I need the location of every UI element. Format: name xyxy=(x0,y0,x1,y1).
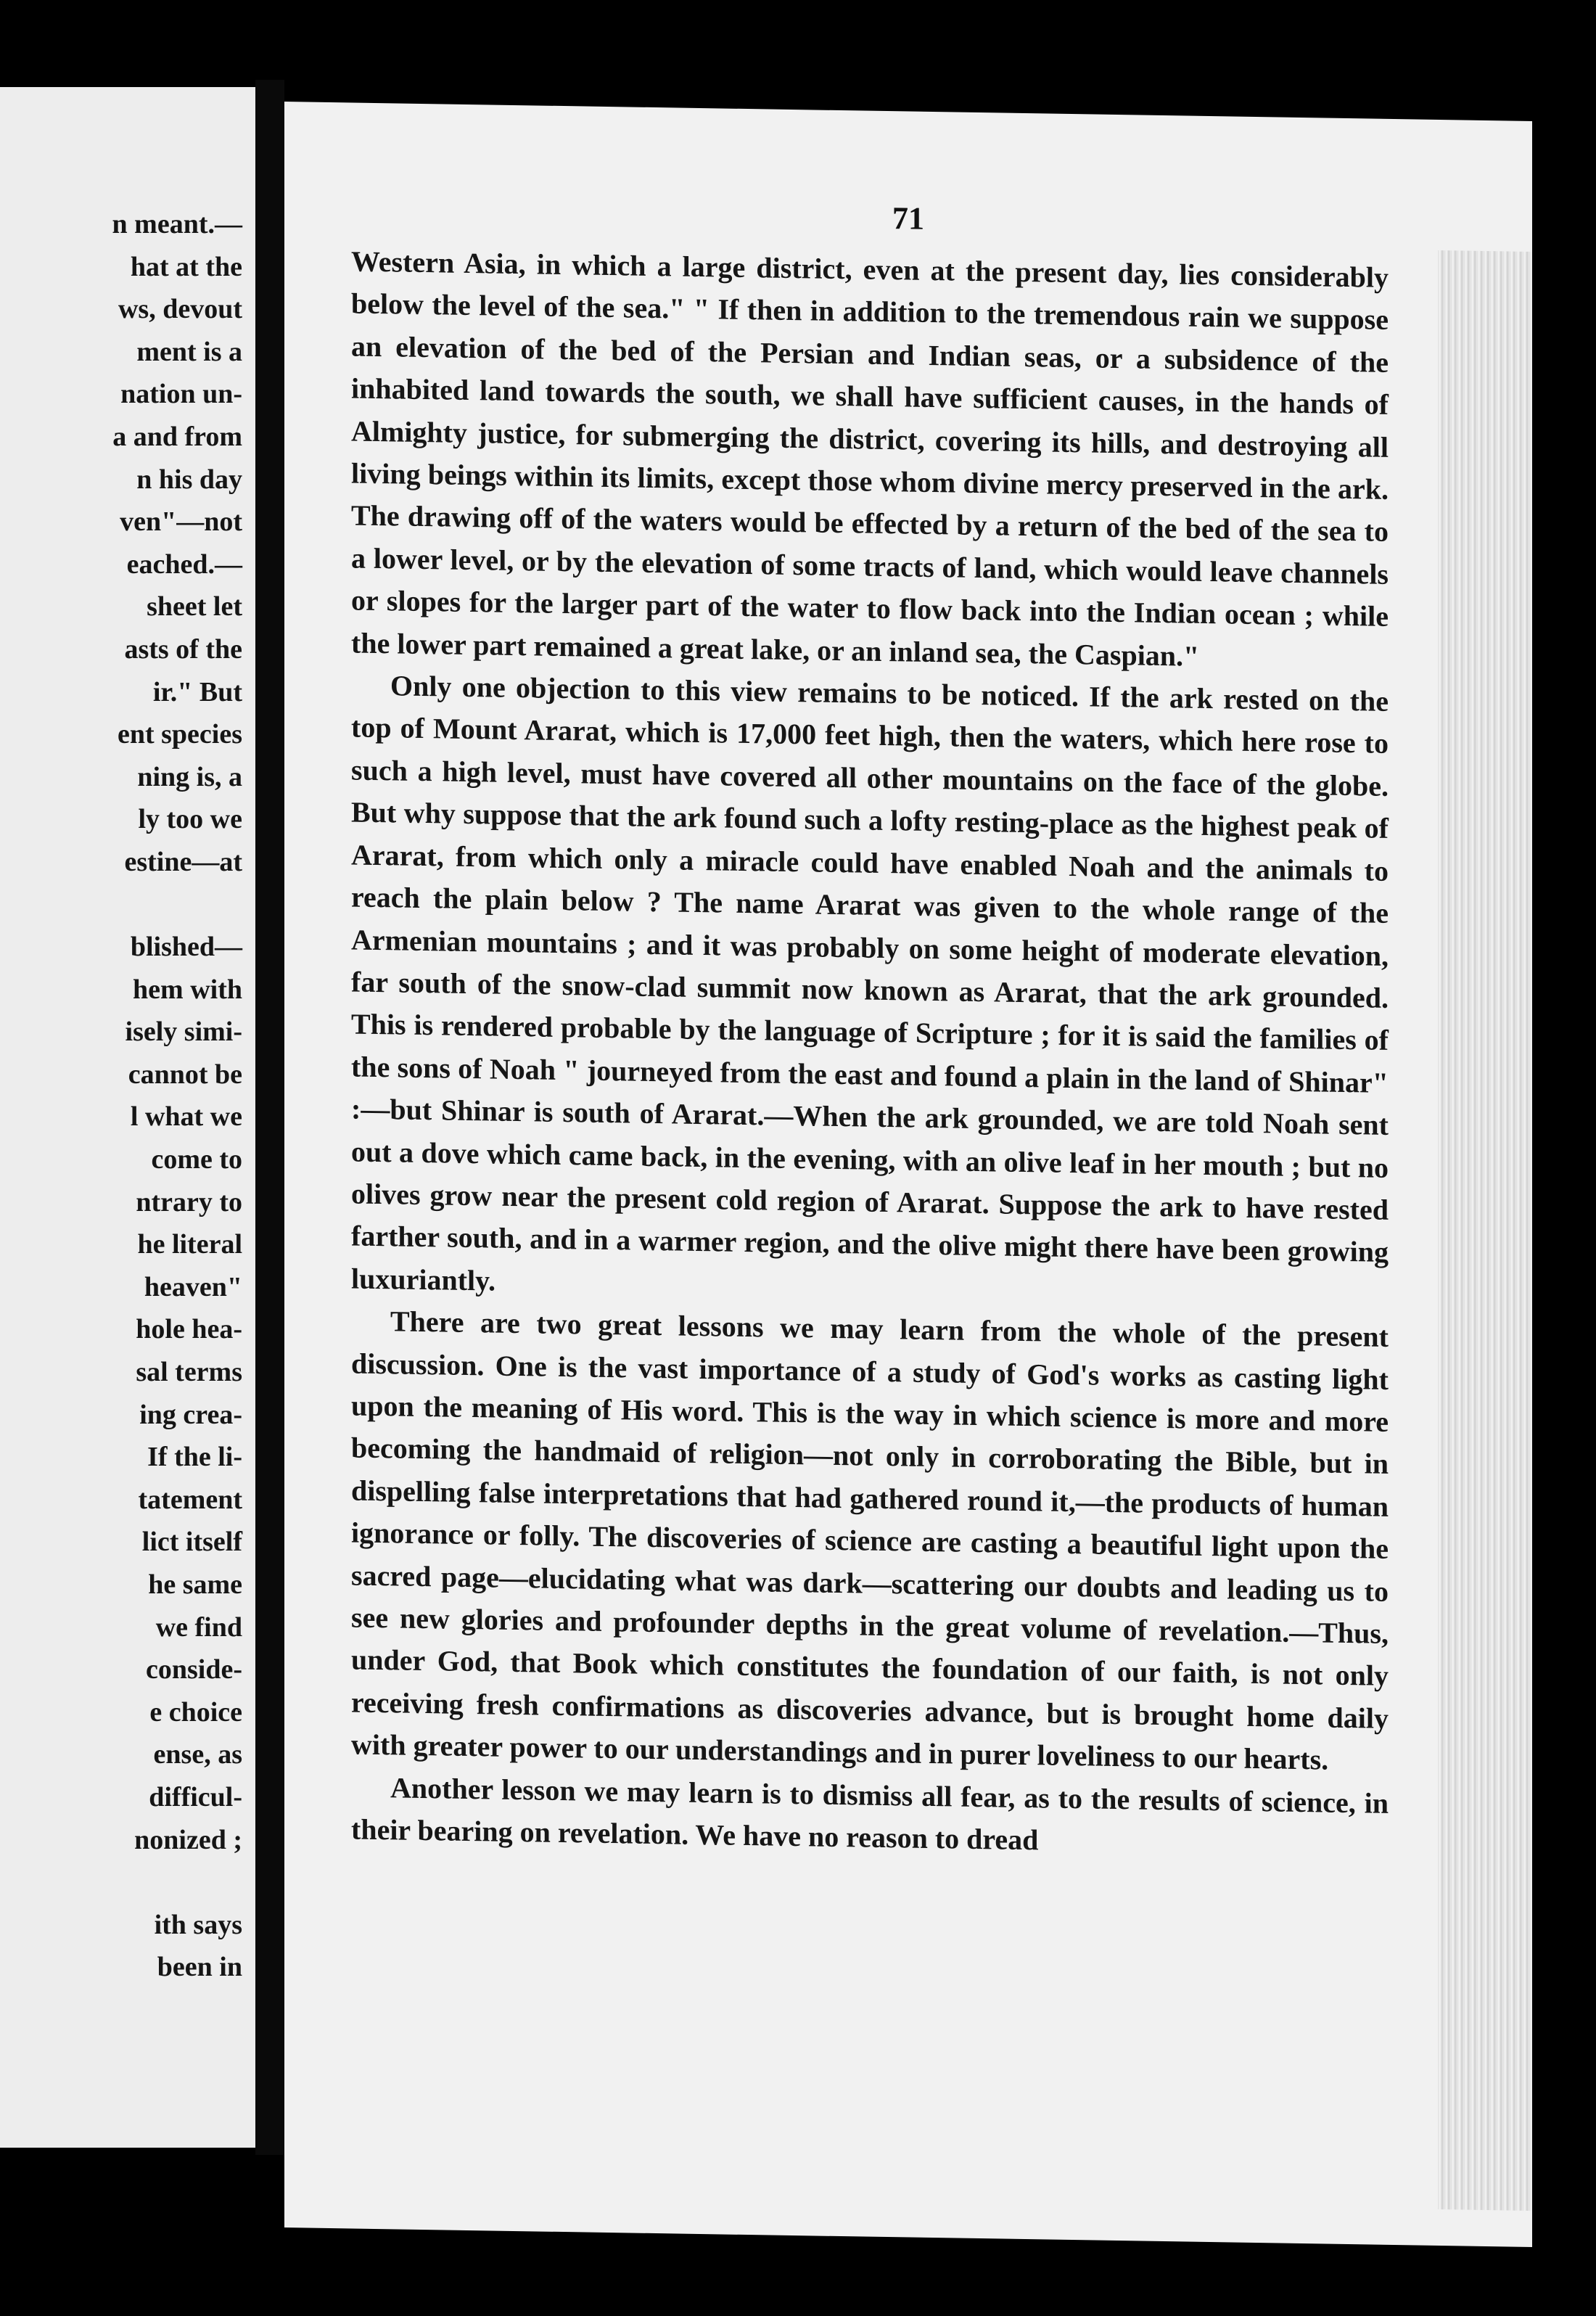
left-page-line: heaven" xyxy=(144,1271,242,1302)
left-page-line: he same xyxy=(148,1569,242,1600)
left-page-line: n his day xyxy=(136,464,242,495)
left-page-line: ense, as xyxy=(153,1739,242,1770)
left-page-line: hem with xyxy=(133,974,242,1005)
left-page-line: ntrary to xyxy=(136,1186,242,1217)
left-page-line: hole hea- xyxy=(136,1314,242,1345)
left-page-line: cannot be xyxy=(128,1059,242,1090)
left-page-line: come to xyxy=(151,1144,242,1175)
left-page-line: ning is, a xyxy=(137,761,242,792)
left-page-line: ly too we xyxy=(138,804,242,835)
left-page-line: been in xyxy=(157,1952,242,1983)
left-page-line: e choice xyxy=(149,1696,242,1728)
left-page-line: tatement xyxy=(138,1484,242,1515)
left-page-line: ent species xyxy=(117,719,242,750)
left-page-line: ing crea- xyxy=(139,1399,242,1430)
paragraph-1: Western Asia, in which a large district, even at the present day, lies considerably below the level of the sea." " If then in addition to the tremendous rain we suppose an elevation of the bed of the Persian and Indian seas, or a subsidence of the inhabited land towards the south, we shall have sufficient causes, in the hands of Almighty justice, for submerging the district, covering its hills, and destroying all living beings within its limits, except those whom divine mercy preserved in the ark. The drawing off of the waters would be effected by a return of the bed of the sea to a lower level, or by the elevation of some tracts of land, which would leave channels or slopes for the larger part of the water to flow back into the Indian ocean ; while the lower part remained a great lake, or an inland sea, the Caspian." xyxy=(351,245,1389,673)
left-page-line: blished— xyxy=(130,932,242,963)
paragraph-4: Another lesson we may learn is to dismiss all fear, as to the results of science, in their bearing on revelation. We have no reason to dread xyxy=(351,1770,1389,1857)
paragraph-3: There are two great lessons we may learn from the whole of the present discussion. One is the vast importance of a study of God's works as casting light upon the meaning of His word. This is the way in which science is more and more becoming the handmaid of religion—not only in corroborating the Bible, but in dispelling false interpretations that had gathered round it,—the products of human ignorance or folly. The discoveries of science are casting a beautiful light upon the sacred page—elucidating what was dark—scattering our doubts and leading us to see new glories and profounder depths in the great volume of revelation.—Thus, under God, that Book which constitutes the foundation of our faith, is not only receiving fresh confirmations as discoveries advance, but is brought home daily with greater power to our understandings and in purer loveliness to our hearts. xyxy=(351,1305,1389,1776)
left-facing-page xyxy=(0,87,255,2148)
left-page-line: sheet let xyxy=(147,591,242,623)
page-edge-stack xyxy=(1438,250,1532,2211)
left-page-line: lict itself xyxy=(141,1527,242,1558)
page-number: 71 xyxy=(892,200,924,237)
left-page-line: estine—at xyxy=(124,846,242,877)
left-page-line: If the li- xyxy=(147,1442,242,1473)
left-page-line: conside- xyxy=(146,1654,242,1685)
paragraph-2: Only one objection to this view remains to be noticed. If the ark rested on the top of Mount Ararat, which is 17,000 feet high, then the waters, which here rose to such a high level, must have covered all other mountains on the face of the globe. But why suppose that the ark found such a lofty resting-place as the highest peak of Ararat, from which only a miracle could have enabled Noah and the animals to reach the plain below ? The name Ararat was given to the whole range of the Armenian mountains ; and it was probably on some height of moderate elevation, far south of the snow-clad summit now known as Ararat, that the ark grounded. This is rendered probable by the language of Scripture ; for it is said the families of the sons of Noah " journeyed from the east and found a plain in the land of Shinar" :—but Shinar is south of Ararat.—When the ark grounded, we are told Noah sent out a dove which came back, in the evening, with an olive leaf in her mouth ; but no olives grow near the present cold region of Ararat. Suppose the ark to have rested farther south, and in a warmer region, and the olive might there have been growing luxuriantly. xyxy=(351,669,1389,1297)
left-page-line: nation un- xyxy=(120,379,242,410)
left-page-line: ven"—not xyxy=(120,506,242,538)
left-page-line xyxy=(0,1861,247,1904)
book-gutter xyxy=(255,80,284,2155)
left-page-line: sal terms xyxy=(136,1357,242,1388)
left-page-line: ir." But xyxy=(152,676,242,707)
left-page-line: he literal xyxy=(137,1229,242,1260)
left-page-line: a and from xyxy=(112,421,242,452)
left-page-line: asts of the xyxy=(124,633,242,665)
left-page-line xyxy=(0,884,247,927)
left-page-line: hat at the xyxy=(130,251,242,282)
left-page-line: nonized ; xyxy=(134,1824,242,1855)
left-page-line: n meant.— xyxy=(112,209,242,239)
left-page-line: ws, devout xyxy=(118,294,242,325)
left-page-line: ment is a xyxy=(136,336,242,367)
left-page-text-fragments xyxy=(0,203,247,1989)
left-page-line: difficul- xyxy=(149,1781,242,1812)
left-page-line: we find xyxy=(155,1611,242,1643)
left-page-line: eached.— xyxy=(126,549,242,580)
left-page-line: l what we xyxy=(130,1101,242,1133)
main-page xyxy=(284,102,1532,2247)
body-text xyxy=(351,240,1389,1867)
left-page-line: isely simi- xyxy=(125,1017,242,1048)
left-page-line: ith says xyxy=(154,1909,242,1940)
